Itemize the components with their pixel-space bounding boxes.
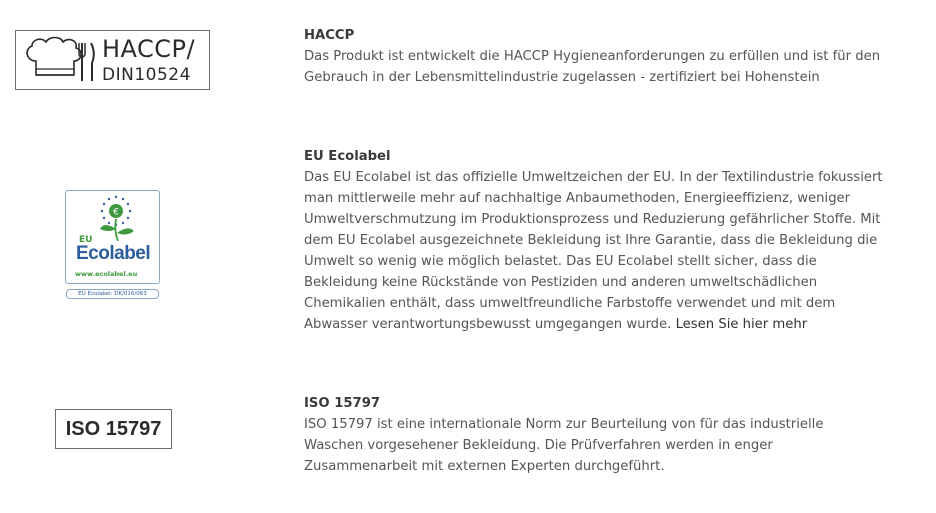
iso-logo-text: ISO 15797 xyxy=(65,418,162,440)
read-more-link[interactable]: Lesen Sie hier mehr xyxy=(675,317,808,332)
eu-star-circle-icon xyxy=(66,191,161,241)
haccp-logo-line2: DIN10524 xyxy=(102,65,191,85)
ecolabel-card xyxy=(65,190,160,284)
ecolabel-section xyxy=(304,146,884,335)
ecolabel-text: Das EU Ecolabel ist das offizielle Umweltzeichen der EU. In der Textilindustrie fokussiert man mittlerweile mehr auf nachhaltige Anbaumethoden, Energieeffizienz, weniger Umweltverschmutzung im Produktionsprozess und Reduzierung gefährlicher Stoffe. Mit dem EU Ecolabel ausgezeichnete Bekleidung ist Ihre Garantie, dass die Bekleidung die Umwelt so wenig wie möglich belastet. Das EU Ecolabel stellt sicher, dass die Bekleidung keine Rückstände von Pestiziden und anderen umweltschädlichen Chemikalien enthält, dass umweltfreundliche Farbstoffe verwendet und mit dem Abwasser verantwortungsbewusst umgegangen wurde. xyxy=(304,170,883,332)
eu-ecolabel-logo xyxy=(65,190,161,302)
ecolabel-url: www.ecolabel.eu xyxy=(75,270,138,278)
iso-section xyxy=(304,393,884,477)
knife-fork-icon xyxy=(79,43,94,81)
ecolabel-eu: EU xyxy=(79,235,93,245)
flower-icon xyxy=(100,219,134,241)
ecolabel-wordmark: Ecolabel xyxy=(76,243,151,264)
haccp-logo xyxy=(15,30,210,90)
haccp-description: Das Produkt ist entwickelt die HACCP Hygieneanforderungen zu erfüllen und ist für den Gebrauch in der Lebensmittelindustrie zugelassen - zertifiziert bei Hohenstein xyxy=(304,49,881,85)
chef-hat-icon xyxy=(16,31,102,89)
iso-15797-logo xyxy=(55,409,172,449)
ecolabel-description xyxy=(304,167,884,335)
haccp-logo-text xyxy=(102,34,195,86)
haccp-logo-line1: HACCP/ xyxy=(102,35,196,63)
iso-description: ISO 15797 ist eine internationale Norm zur Beurteilung von für das industrielle Waschen vorgesehener Bekleidung. Die Prüfverfahren werden in enger Zusammenarbeit mit externen Experten durchgeführt. xyxy=(304,417,824,474)
ecolabel-title: EU Ecolabel xyxy=(304,149,391,164)
svg-text:€: € xyxy=(113,207,119,218)
haccp-section xyxy=(304,25,884,88)
iso-title: ISO 15797 xyxy=(304,396,381,411)
ecolabel-registration: EU Ecolabel: DK/016/063 xyxy=(66,289,159,299)
haccp-title: HACCP xyxy=(304,28,355,43)
